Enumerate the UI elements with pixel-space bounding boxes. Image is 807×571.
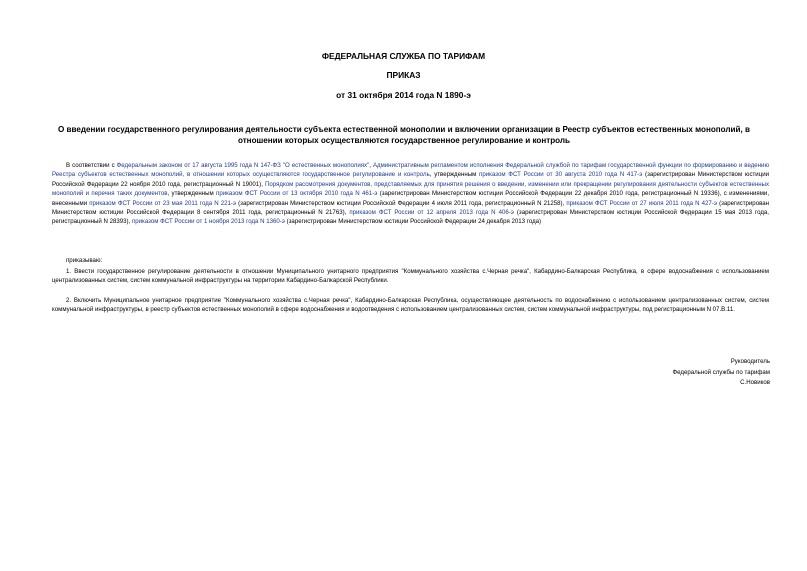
preamble-text: , утвержденным	[167, 190, 217, 198]
order-427-link[interactable]: приказом ФСТ России от 27 июля 2011 года N 427-э	[566, 199, 717, 207]
preamble-text: В соответствии с	[66, 162, 117, 169]
document-type: ПРИКАЗ	[386, 70, 421, 80]
preamble-text: (зарегистрирован Министерством юстиции Российской Федерации 4 июля 2011 года, регистрационный N 21258),	[236, 199, 567, 207]
procedure-link[interactable]: Порядком рассмотрения документов, представляемых для принятия решения о введении, изменении или прекращении регулирования деятельности субъектов естественных монополий и перечня таких документов	[52, 180, 769, 198]
document-title: О введении государственного регулирования деятельности субъекта естественной монополии и включении организации в Реестр субъектов естественных монополий, в отношении которых осуществляются государственное регулирование и контроль	[58, 125, 750, 145]
regulation-link[interactable]: Административным регламентом исполнения Федеральной службой по тарифам государственной функции по формированию и ведению Реестра субъектов естественных монополий, в отношении которых осуществляются государственное регулирование и контроль	[52, 162, 770, 179]
preamble-paragraph	[52, 161, 769, 227]
order-221-link[interactable]: приказом ФСТ России от 23 мая 2011 года N 221-э	[89, 199, 237, 207]
order-word: приказываю:	[66, 257, 103, 264]
preamble-text: ,	[369, 162, 373, 169]
agency-heading: ФЕДЕРАЛЬНАЯ СЛУЖБА ПО ТАРИФАМ	[321, 51, 486, 61]
preamble-text: (зарегистрирован Министерством юстиции Российской Федерации 15 мая 2013 года, регистрационный N 28393),	[52, 209, 769, 226]
order-461-link[interactable]: приказом ФСТ России от 13 октября 2010 года N 461-э	[216, 190, 378, 198]
preamble-text: , утвержденным	[429, 171, 480, 179]
order-406-link[interactable]: приказом ФСТ России от 12 апреля 2013 года N 406-э	[349, 209, 514, 217]
law-link[interactable]: Федеральным законом от 17 августа 1995 года N 147-ФЗ "О естественных монополиях"	[116, 162, 370, 169]
signature-position: Руководитель	[730, 358, 770, 365]
order-1360-link[interactable]: приказом ФСТ России от 1 ноября 2013 года N 1360-э	[131, 218, 285, 226]
order-417-link[interactable]: приказом ФСТ России от 30 августа 2010 года N 417-э	[479, 171, 643, 179]
preamble-text: (зарегистрирован Министерством юстиции Российской Федерации 8 сентября 2011 года, регистрационный N 21763),	[52, 199, 770, 217]
order-item-2: 2. Включить Муниципальное унитарное предприятие "Коммунального хозяйства с.Черная речка", Кабардино-Балкарская Республика, осуществляющее деятельность по водоснабжению с использованием централизованных систем, систем коммунальной инфраструктуры, в реестр субъектов естественных монополий в сфере водоснабжения и водоотведения с использованием централизованных систем, систем коммунальной инфраструктуры, под регистрационным N 07.В.11.	[52, 297, 769, 314]
signature-name: С.Новиков	[740, 379, 770, 386]
preamble-text: (зарегистрирован Министерством юстиции Российской Федерации 22 ноября 2010 года, регистрационный N 19001),	[52, 171, 769, 188]
document-date-number: от 31 октября 2014 года N 1890-э	[336, 90, 471, 100]
preamble-text: (зарегистрирован Министерством юстиции Российской Федерации 24 декабря 2013 года)	[284, 218, 542, 226]
preamble-text: (зарегистрирован Министерством юстиции Российской Федерации 22 декабря 2010 года, регистрационный N 19336), с изменениями, внесенными	[52, 190, 770, 207]
order-item-1: 1. Ввести государственное регулирование деятельности в отношении Муниципального унитарного предприятия "Коммунального хозяйства с.Черная речка", Кабардино-Балкарская Республика, в сфере водоснабжения с использованием централизованных систем, систем коммунальной инфраструктуры на территории Кабардино-Балкарской Республики.	[52, 268, 769, 285]
signature-block	[673, 357, 771, 389]
signature-organization: Федеральной службы по тарифам	[672, 368, 770, 376]
